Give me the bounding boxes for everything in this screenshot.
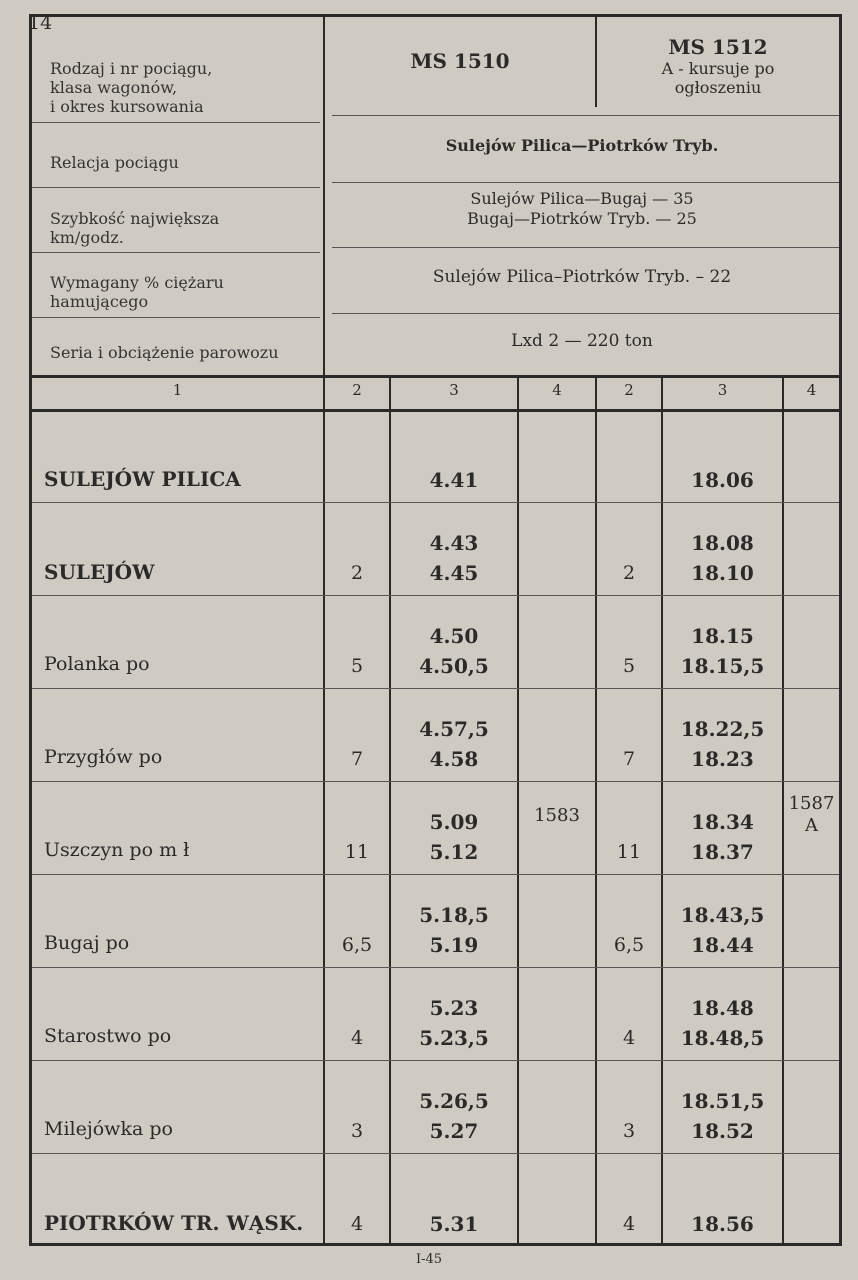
column-number: 4 [806,381,817,399]
row-divider [332,182,839,183]
arrival-a: 5.18,5 [419,903,489,927]
row-divider [32,122,320,123]
header-bottom-rule [32,375,839,378]
station-name: Bugaj po [44,932,130,954]
departure-a: 4.58 [429,747,479,771]
brake-label: Wymagany % ciężaru hamującego [50,273,224,311]
distance-b: 6,5 [613,934,645,956]
column-number: 4 [552,381,562,399]
arrival-a: 4.57,5 [419,717,489,741]
departure-b: 18.44 [691,933,754,957]
distance-b: 7 [622,748,636,770]
arrival-a: 5.23 [429,996,479,1020]
arrival-b: 18.34 [691,810,754,834]
departure-b: 18.48,5 [680,1026,765,1050]
departure-a: 5.23,5 [419,1026,489,1050]
train-a-title: MS 1510 [410,49,510,73]
train-b-title: MS 1512 [668,35,768,59]
station-name: Milejówka po [44,1118,173,1140]
arrival-b: 18.48 [691,996,754,1020]
distance-b: 4 [622,1027,636,1049]
departure-a: 5.31 [429,1212,479,1236]
distance-a: 4 [350,1027,364,1049]
row-divider [32,1060,839,1061]
distance-a: 6,5 [341,934,373,956]
departure-a: 4.41 [429,468,479,492]
departure-b: 18.23 [691,747,754,771]
row-divider [32,967,839,968]
departure-b: 18.37 [691,840,754,864]
relation-value: Sulejów Pilica—Piotrków Tryb. [445,136,719,155]
footer-code: I-45 [415,1252,443,1267]
column-number: 2 [624,381,634,399]
arrival-a: 5.09 [429,810,479,834]
row-divider [332,115,839,116]
row-divider [32,688,839,689]
relation-label: Relacja pociągu [50,153,179,172]
row-divider [32,502,839,503]
loco-label: Seria i obciążenie parowozu [50,343,279,362]
crossing-train-b: 1587 [788,793,835,814]
distance-b: 3 [622,1120,636,1142]
distance-a: 3 [350,1120,364,1142]
departure-b: 18.06 [691,468,754,492]
row-divider [32,252,320,253]
arrival-a: 4.50 [429,624,479,648]
speed-label: Szybkość największa km/godz. [50,209,220,247]
timetable [29,14,842,1246]
departure-a: 5.12 [429,840,479,864]
distance-a: 7 [350,748,364,770]
column-number-rule [32,409,839,412]
arrival-b: 18.08 [691,531,754,555]
row-divider [32,1153,839,1154]
distance-b: 4 [622,1213,636,1235]
station-name: SULEJÓW [44,560,155,584]
row-divider [32,595,839,596]
row-divider [32,781,839,782]
distance-a: 11 [344,841,370,863]
distance-b: 5 [622,655,636,677]
row-divider [32,317,320,318]
crossing-train-a: 1583 [534,805,580,826]
distance-b: 11 [616,841,642,863]
column-number: 2 [352,381,362,399]
page-number: 14 [28,12,53,34]
column-number: 1 [172,381,183,399]
departure-a: 4.50,5 [419,654,489,678]
departure-b: 18.10 [691,561,754,585]
row-divider [32,187,320,188]
station-name: PIOTRKÓW TR. WĄSK. [44,1211,304,1235]
column-number: 3 [717,381,728,399]
departure-a: 5.19 [429,933,479,957]
distance-a: 4 [350,1213,364,1235]
col-divider [595,375,597,1246]
arrival-b: 18.43,5 [680,903,765,927]
arrival-a: 4.43 [429,531,479,555]
departure-b: 18.15,5 [680,654,765,678]
arrival-b: 18.15 [691,624,754,648]
column-number: 3 [449,381,459,399]
train-b-note: A - kursuje po ogłoszeniu [661,59,775,97]
station-name: Starostwo po [44,1025,172,1047]
row-divider [332,313,839,314]
departure-a: 5.27 [429,1119,479,1143]
departure-b: 18.52 [691,1119,754,1143]
brake-value: Sulejów Pilica–Piotrków Tryb. – 22 [432,267,732,287]
distance-b: 2 [622,562,636,584]
station-name: Uszczyn po m ł [44,839,190,861]
distance-a: 5 [350,655,364,677]
arrival-b: 18.22,5 [680,717,765,741]
station-name: Przygłów po [44,746,163,768]
arrival-b: 18.51,5 [680,1089,765,1113]
row-divider [332,247,839,248]
crossing-train-b-note: A [805,815,818,836]
departure-b: 18.56 [691,1212,754,1236]
train-type-label: Rodzaj i nr pociągu, klasa wagonów, i okres kursowania [50,59,213,116]
station-name: SULEJÓW PILICA [44,467,241,491]
departure-a: 4.45 [429,561,479,585]
speed-value: Sulejów Pilica—Bugaj — 35 Bugaj—Piotrków Tryb. — 25 [467,189,697,228]
row-divider [32,874,839,875]
station-name: Polanka po [44,653,150,675]
distance-a: 2 [350,562,364,584]
loco-value: Lxd 2 — 220 ton [511,331,653,351]
arrival-a: 5.26,5 [419,1089,489,1113]
